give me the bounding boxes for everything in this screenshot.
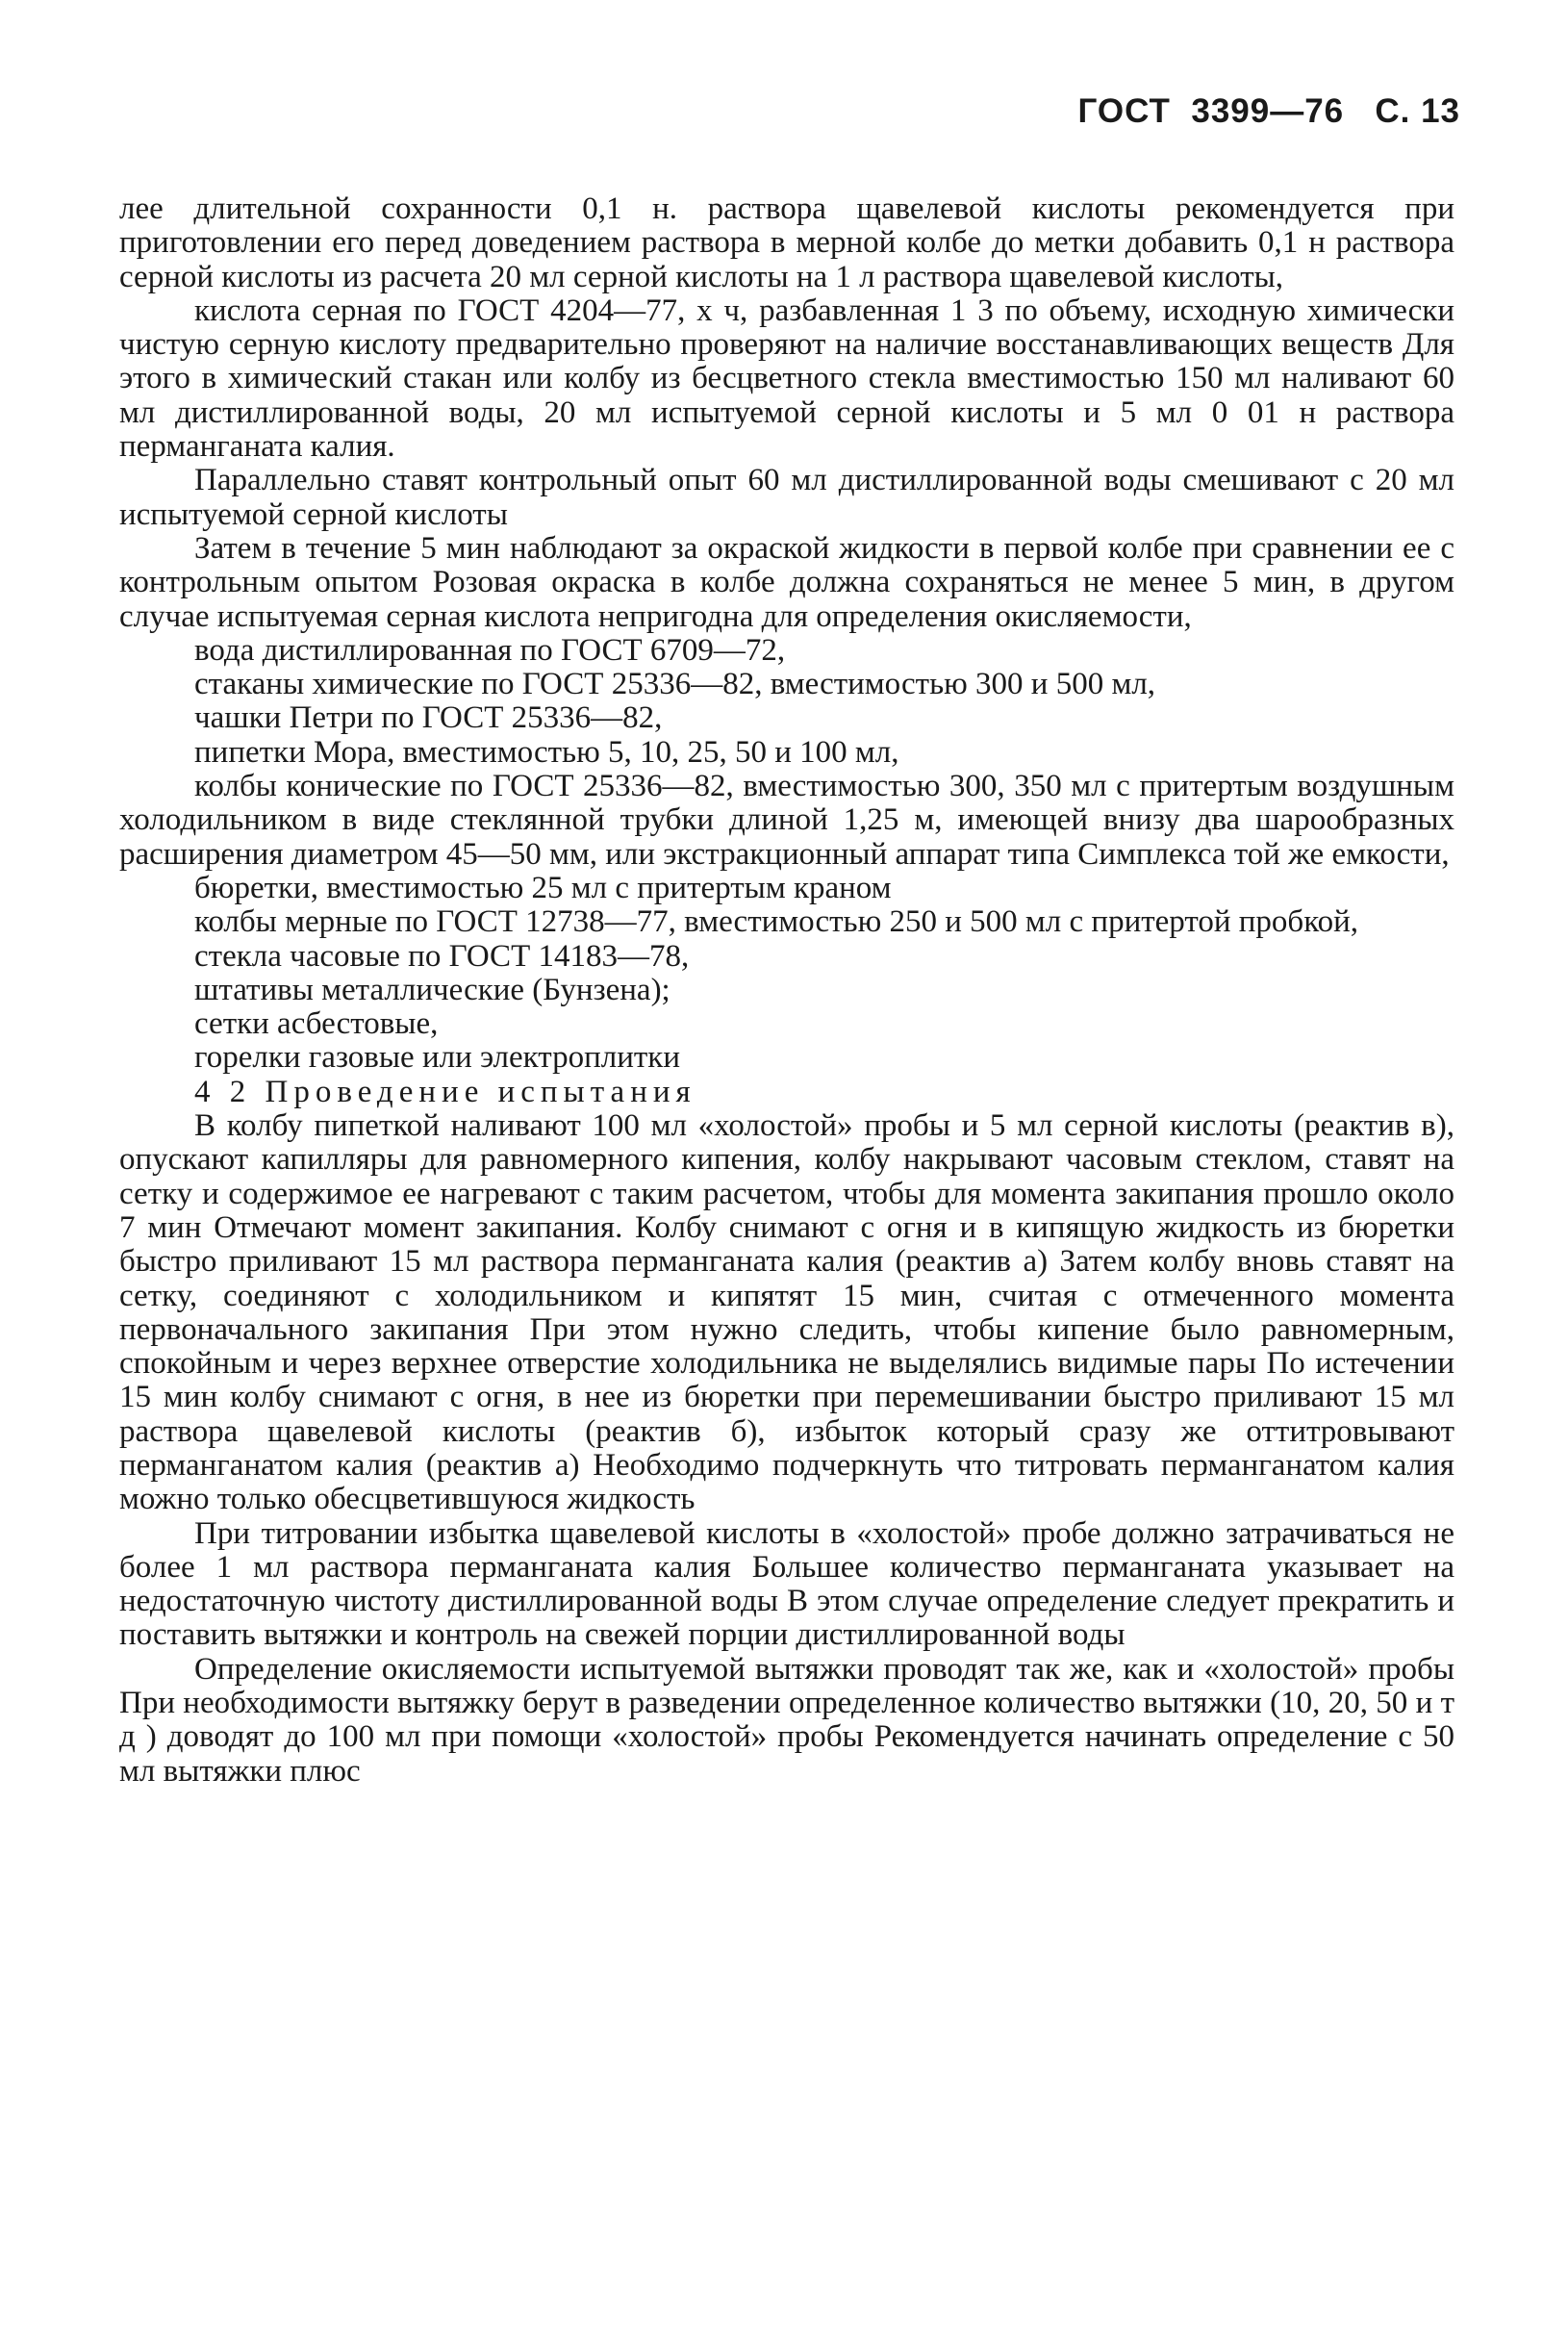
paragraph: кислота серная по ГОСТ 4204—77, х ч, разбавленная 1 3 по объему, исходную химически чистую серную кислоту предварительно проверяют на наличие восстанавливающих веществ Для этого в химический стакан или колбу из бесцветного стекла вместимостью 150 мл наливают 60 мл дистиллированной воды, 20 мл испытуемой серной кислоты и 5 мл 0 01 н раствора перманганата калия. [119,292,1454,465]
paragraph: штативы металлические (Бунзена); [194,972,670,1007]
standard-number: 3399—76 [1191,92,1345,130]
paragraph: сетки асбестовые, [194,1006,439,1042]
paragraph: Определение окисляемости испытуемой вытяжки проводят так же, как и «холостой» пробы При необходимости вытяжку берут в разведении определенное количество вытяжки (10, 20, 50 и т д ) доводят до 100 мл при помощи «холостой» пробы Рекомендуется начинать определение с 50 мл вытяжки плюс [119,1651,1454,1789]
paragraph: колбы мерные по ГОСТ 12738—77, вместимостью 250 и 500 мл с притертой пробкой, [194,904,1358,940]
paragraph: колбы конические по ГОСТ 25336—82, вместимостью 300, 350 мл с притертым воздушным холодильником в виде стеклянной трубки длиной 1,25 м, имеющей внизу два шарообразных расширения диаметром 45—50 мм, или экстракционный аппарат типа Симплекса той же емкости, [119,769,1454,872]
paragraph: горелки газовые или электроплитки [194,1040,680,1076]
paragraph: 4 2 Проведение испытания [194,1074,696,1109]
paragraph: пипетки Мора, вместимостью 5, 10, 25, 50 и 100 мл, [194,734,899,770]
paragraph: чашки Петри по ГОСТ 25336—82, [194,700,663,736]
standard-label: ГОСТ [1077,92,1171,130]
page-header [1078,92,1460,131]
paragraph: В колбу пипеткой наливают 100 мл «холостой» пробы и 5 мл серной кислоты (реактив в), опускают капилляры для равномерного кипения, колбу накрывают часовым стеклом, ставят на сетку и содержимое ее нагревают с таким расчетом, чтобы для момента закипания прошло около 7 мин Отмечают момент закипания. Колбу снимают с огня и в кипящую жидкость из бюретки быстро приливают 15 мл раствора перманганата калия (реактив а) Затем колбу вновь ставят на сетку, соединяют с холодильником и кипятят 15 мин, считая с отмеченного момента первоначального закипания При этом нужно следить, чтобы кипение было равномерным, спокойным и через верхнее отверстие холодильника не выделялись видимые пары По истечении 15 мин колбу снимают с огня, в нее из бюретки при перемешивании быстро приливают 15 мл раствора щавелевой кислоты (реактив б), избыток который сразу же оттитровывают перманганатом калия (реактив а) Необходимо подчеркнуть что титровать перманганатом калия можно только обесцветившуюся жидкость [119,1108,1454,1517]
paragraph: стекла часовые по ГОСТ 14183—78, [194,938,690,974]
paragraph: вода дистиллированная по ГОСТ 6709—72, [194,632,786,668]
paragraph: Затем в течение 5 мин наблюдают за окраской жидкости в первой колбе при сравнении ее с контрольным опытом Розовая окраска в колбе должна сохраняться не менее 5 мин, в другом случае испытуемая серная кислота непригодна для определения окисляемости, [119,530,1454,634]
body-text [119,192,1454,1789]
paragraph: При титровании избытка щавелевой кислоты в «холостой» пробе должно затрачиваться не более 1 мл раствора перманганата калия Большее количество перманганата указывает на недостаточную чистоту дистиллированной воды В этом случае определение следует прекратить и поставить вытяжки и контроль на свежей порции дистиллированной воды [119,1515,1454,1653]
paragraph: лее длительной сохранности 0,1 н. раствора щавелевой кислоты рекомендуется при приготовлении его перед доведением раствора в мерной колбе до метки добавить 0,1 н раствора серной кислоты из расчета 20 мл серной кислоты на 1 л раствора щавелевой кислоты, [119,191,1454,294]
paragraph: стаканы химические по ГОСТ 25336—82, вместимостью 300 и 500 мл, [194,667,1156,702]
paragraph: бюретки, вместимостью 25 мл с притертым краном [194,870,892,905]
paragraph: Параллельно ставят контрольный опыт 60 мл дистиллированной воды смешивают с 20 мл испытуемой серной кислоты [119,463,1454,532]
page-number: С. 13 [1375,92,1460,130]
